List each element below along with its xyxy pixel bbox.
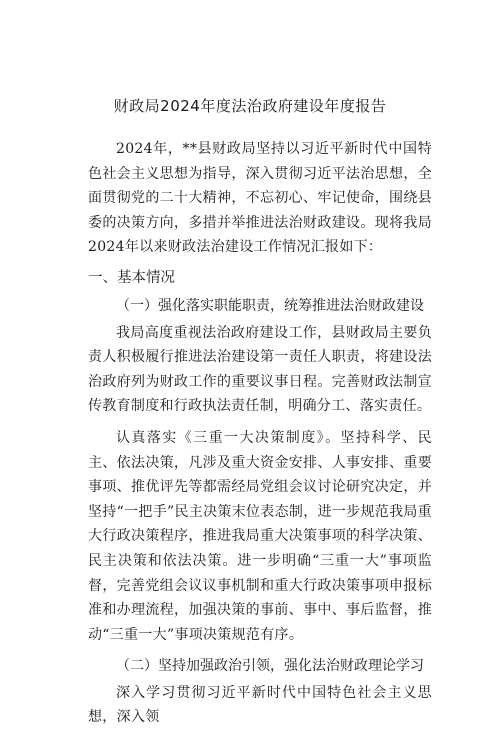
- section-heading-basic-situation: 一、基本情况: [88, 269, 175, 286]
- paragraph-decision-system: 认真落实《三重一大决策制度》。坚持科学、民主、依法决策，凡涉及重大资金安排、人事安排、重要事项、推优评先等都需经局党组会议讨论研究决定，并坚持“一把手”民主决策末位表态制，进一步规范我局重大行政决策程序，推进我局重大决策事项的科学决策、民主决策和依法决策。进一步明确“三重一大”事项监督，完善党组会议议事机制和重大行政决策事项申报标准和办理流程，加强决策的事前、事中、事后监督，推动“三重一大”事项决策规范有序。: [88, 429, 432, 643]
- intro-paragraph: 2024年，**县财政局坚持以习近平新时代中国特色社会主义思想为指导，深入贯彻习近平法治思想，全面贯彻党的二十大精神，不忘初心、牢记使命，围绕县委的决策方向，多措并举推进法治财政建设。现将我局2024年以来财政法治建设工作情况汇报如下：: [88, 141, 432, 256]
- paragraph-study: 深入学习贯彻习近平新时代中国特色社会主义思想，深入领: [88, 684, 432, 726]
- document-title: 财政局2024年度法治政府建设年度报告: [113, 97, 387, 115]
- paragraph-responsibility: 我局高度重视法治政府建设工作，县财政局主要负责人积极履行推进法治建设第一责任人职责，将建设法治政府列为财政工作的重要议事日程。完善财政法制宣传教育制度和行政执法责任制，明确分工、落实责任。: [88, 324, 432, 415]
- document-body: [88, 137, 432, 737]
- subsection-heading-2: （二）坚持加强政治引领，强化法治财政理论学习: [116, 658, 424, 675]
- subsection-heading-1: （一）强化落实职能职责，统筹推进法治财政建设: [116, 297, 424, 314]
